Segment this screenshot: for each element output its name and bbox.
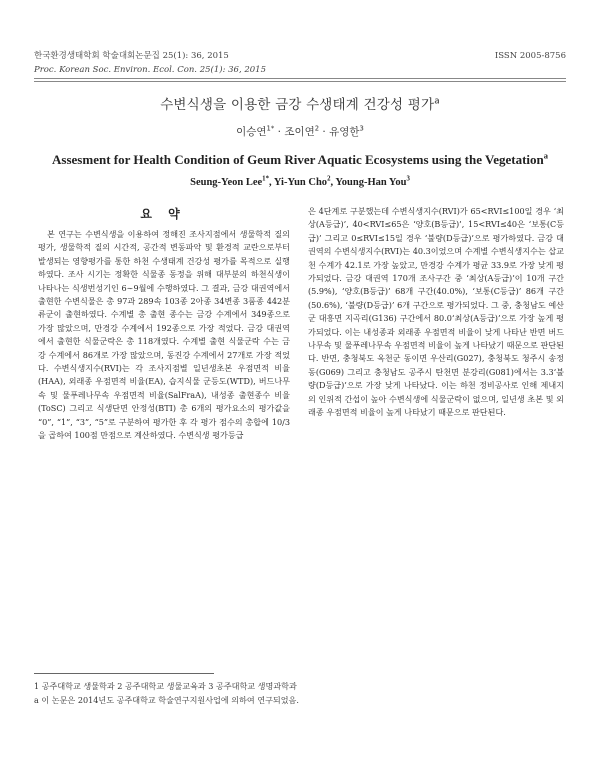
author-en-2: Yi-Yun Cho <box>273 177 328 188</box>
author-ko-2: 조이연 <box>284 126 315 138</box>
korean-title: 수변식생을 이용한 금강 수생태계 건강성 평가$^a$ <box>160 96 440 113</box>
author-ko-2-affil: 2 <box>314 124 320 133</box>
author-ko-3: 유영한 <box>329 126 360 138</box>
footnote-rule <box>34 673 214 674</box>
journal-korean: 한국환경생태학회 학술대회논문집 25(1): 36, 2015 <box>34 51 229 61</box>
header-rule-bottom <box>34 81 566 82</box>
abstract-left-column <box>38 228 290 443</box>
author-ko-1-affil: 1* <box>266 124 275 133</box>
abstract-left-text: 본 연구는 수변식생을 이용하여 정해진 조사지점에서 생물학적 질의 평가, 생물학적 질의 시간적, 공간적 변동파악 및 환경적 교란으로부터 발생되는 영향평가를 통한 하천 수생태계 건강성 평가를 목적으로 실행하였다. 조사 시기는 정확한 식물종 동정을 위해 대부분의 하천식생이 나타나는 식생번성기인 6∼9월에 수행하였다. 그 결과, 금강 대권역에서 출현한 수변식물은 총 97과 289속 103종 2아종 34변종 3품종 442분류군이 출현하였다. 수계별 총 출현 종수는 금강 수계에서 349종으로 가장 많았으며, 만경강 수계에서 192종으로 가장 적었다. 금강 대권역에서 출현한 식물군락은 총 118개였다. 수계별 출현 식물군락 수는 금강 수계에서 86개로 가장 많았으며, 동진강 수계에서 27개로 가장 적었다. 수변식생지수(RVI)는 각 조사지점별 일년생초본 우점면적 비율(HAA), 외래종 우점면적 비율(EA), 습지식물 군등도(WTD), 버드나무속 및 물푸레나무속 우점면적 비율(SalFraA), 내성종 출현종수 비율(ToSC) 그리고 식생단면 안정성(BTI) 총 6개의 평가요소의 평가값을 “0”, “1”, “3”, “5”로 구분하여 평가한 후 각 평가 점수의 총합에 10/3을 곱하여 100점 만점으로 계산하였다. 수변식생 평가등급 <box>38 229 290 441</box>
author-ko-3-affil: 3 <box>359 124 364 133</box>
title-ko-note-mark: a <box>434 96 440 107</box>
english-authors: Seung-Yeon Lee$^{1*}$, Yi-Yun Cho$^2$, Young-Han You$^3$ <box>190 175 410 188</box>
footnote-funding: a 이 논문은 2014년도 공주대학교 학술연구지원사업에 의하여 연구되었음. <box>34 694 299 705</box>
title-en-note-mark: a <box>543 150 548 161</box>
author-en-1: Seung-Yeon Lee <box>190 177 263 188</box>
header-rule-top <box>34 78 566 79</box>
author-ko-1: 이승연 <box>236 126 267 138</box>
footnotes <box>34 680 566 707</box>
footnote-affiliations: 1 공주대학교 생물학과 2 공주대학교 생물교육과 3 공주대학교 생명과학과 <box>34 681 297 691</box>
abstract-right-column <box>308 205 564 420</box>
korean-authors: 이승연$^{1*}$ · 조이연$^2$ · 유영한$^3$ <box>236 124 364 138</box>
abstract-heading: 요 약 <box>140 207 186 221</box>
journal-english: Proc. Korean Soc. Environ. Ecol. Con. 25(1): 36, 2015 <box>34 65 266 75</box>
abstract-right-text: 은 4단계로 구분했는데 수변식생지수(RVI)가 65<RVI≤100일 경우 ‘최상(A등급)’, 40<RVI≤65은 ‘양호(B등급)’, 15<RVI≤40은 ‘보통(C등급)’ 그리고 0≤RVI≤15일 경우 ‘불량(D등급)’으로 평가하였다. 금강 대권역의 수변식생지수(RVI)는 40.3이었으며 수계별 수변식생지수는 삽교천 수계가 42.1로 가장 높았고, 만경강 수계가 평균 33.9로 가장 낮게 평가되었다. 금강 대권역 170개 조사구간 중 ‘최상(A등급)’이 10개 구간(5.9%), ‘양호(B등급)’ 68개 구간(40.0%), ‘보통(C등급)’ 86개 구간(50.6%), ‘불량(D등급)’ 6개 구간으로 평가되었다. 그 중, 충청남도 예산군 대흥면 지곡리(G136) 구간에서 80.0‘최상(A등급)’으로 가장 높게 평가되었다. 이는 내성종과 외래종 우점면적 비율이 낮게 나타난 반면 버드나무속 및 물푸레나무속 우점면적 비율이 높게 나타났기 때문으로 판단된다. 반면, 충청북도 옥천군 동이면 우산리(G027), 충청북도 청주시 송정동(G069) 그리고 충청남도 공주시 탄천면 분강리(G081)에서는 3.3‘불량(D등급)’으로 가장 낮게 나타났다. 이는 하천 정비공사로 인해 제내지의 인위적 간섭이 높아 수변식생에 식물군락이 없으며, 일년생 초본 및 외래종 우점면적 비율이 높게 나타났기 때문으로 판단된다. <box>308 206 564 418</box>
issn: ISSN 2005-8756 <box>494 51 566 61</box>
author-en-3: Young-Han You <box>335 177 407 188</box>
english-title: Assesment for Health Condition of Geum River Aquatic Ecosystems using the Vegetation$^a$ <box>52 150 548 167</box>
running-header <box>34 49 566 77</box>
